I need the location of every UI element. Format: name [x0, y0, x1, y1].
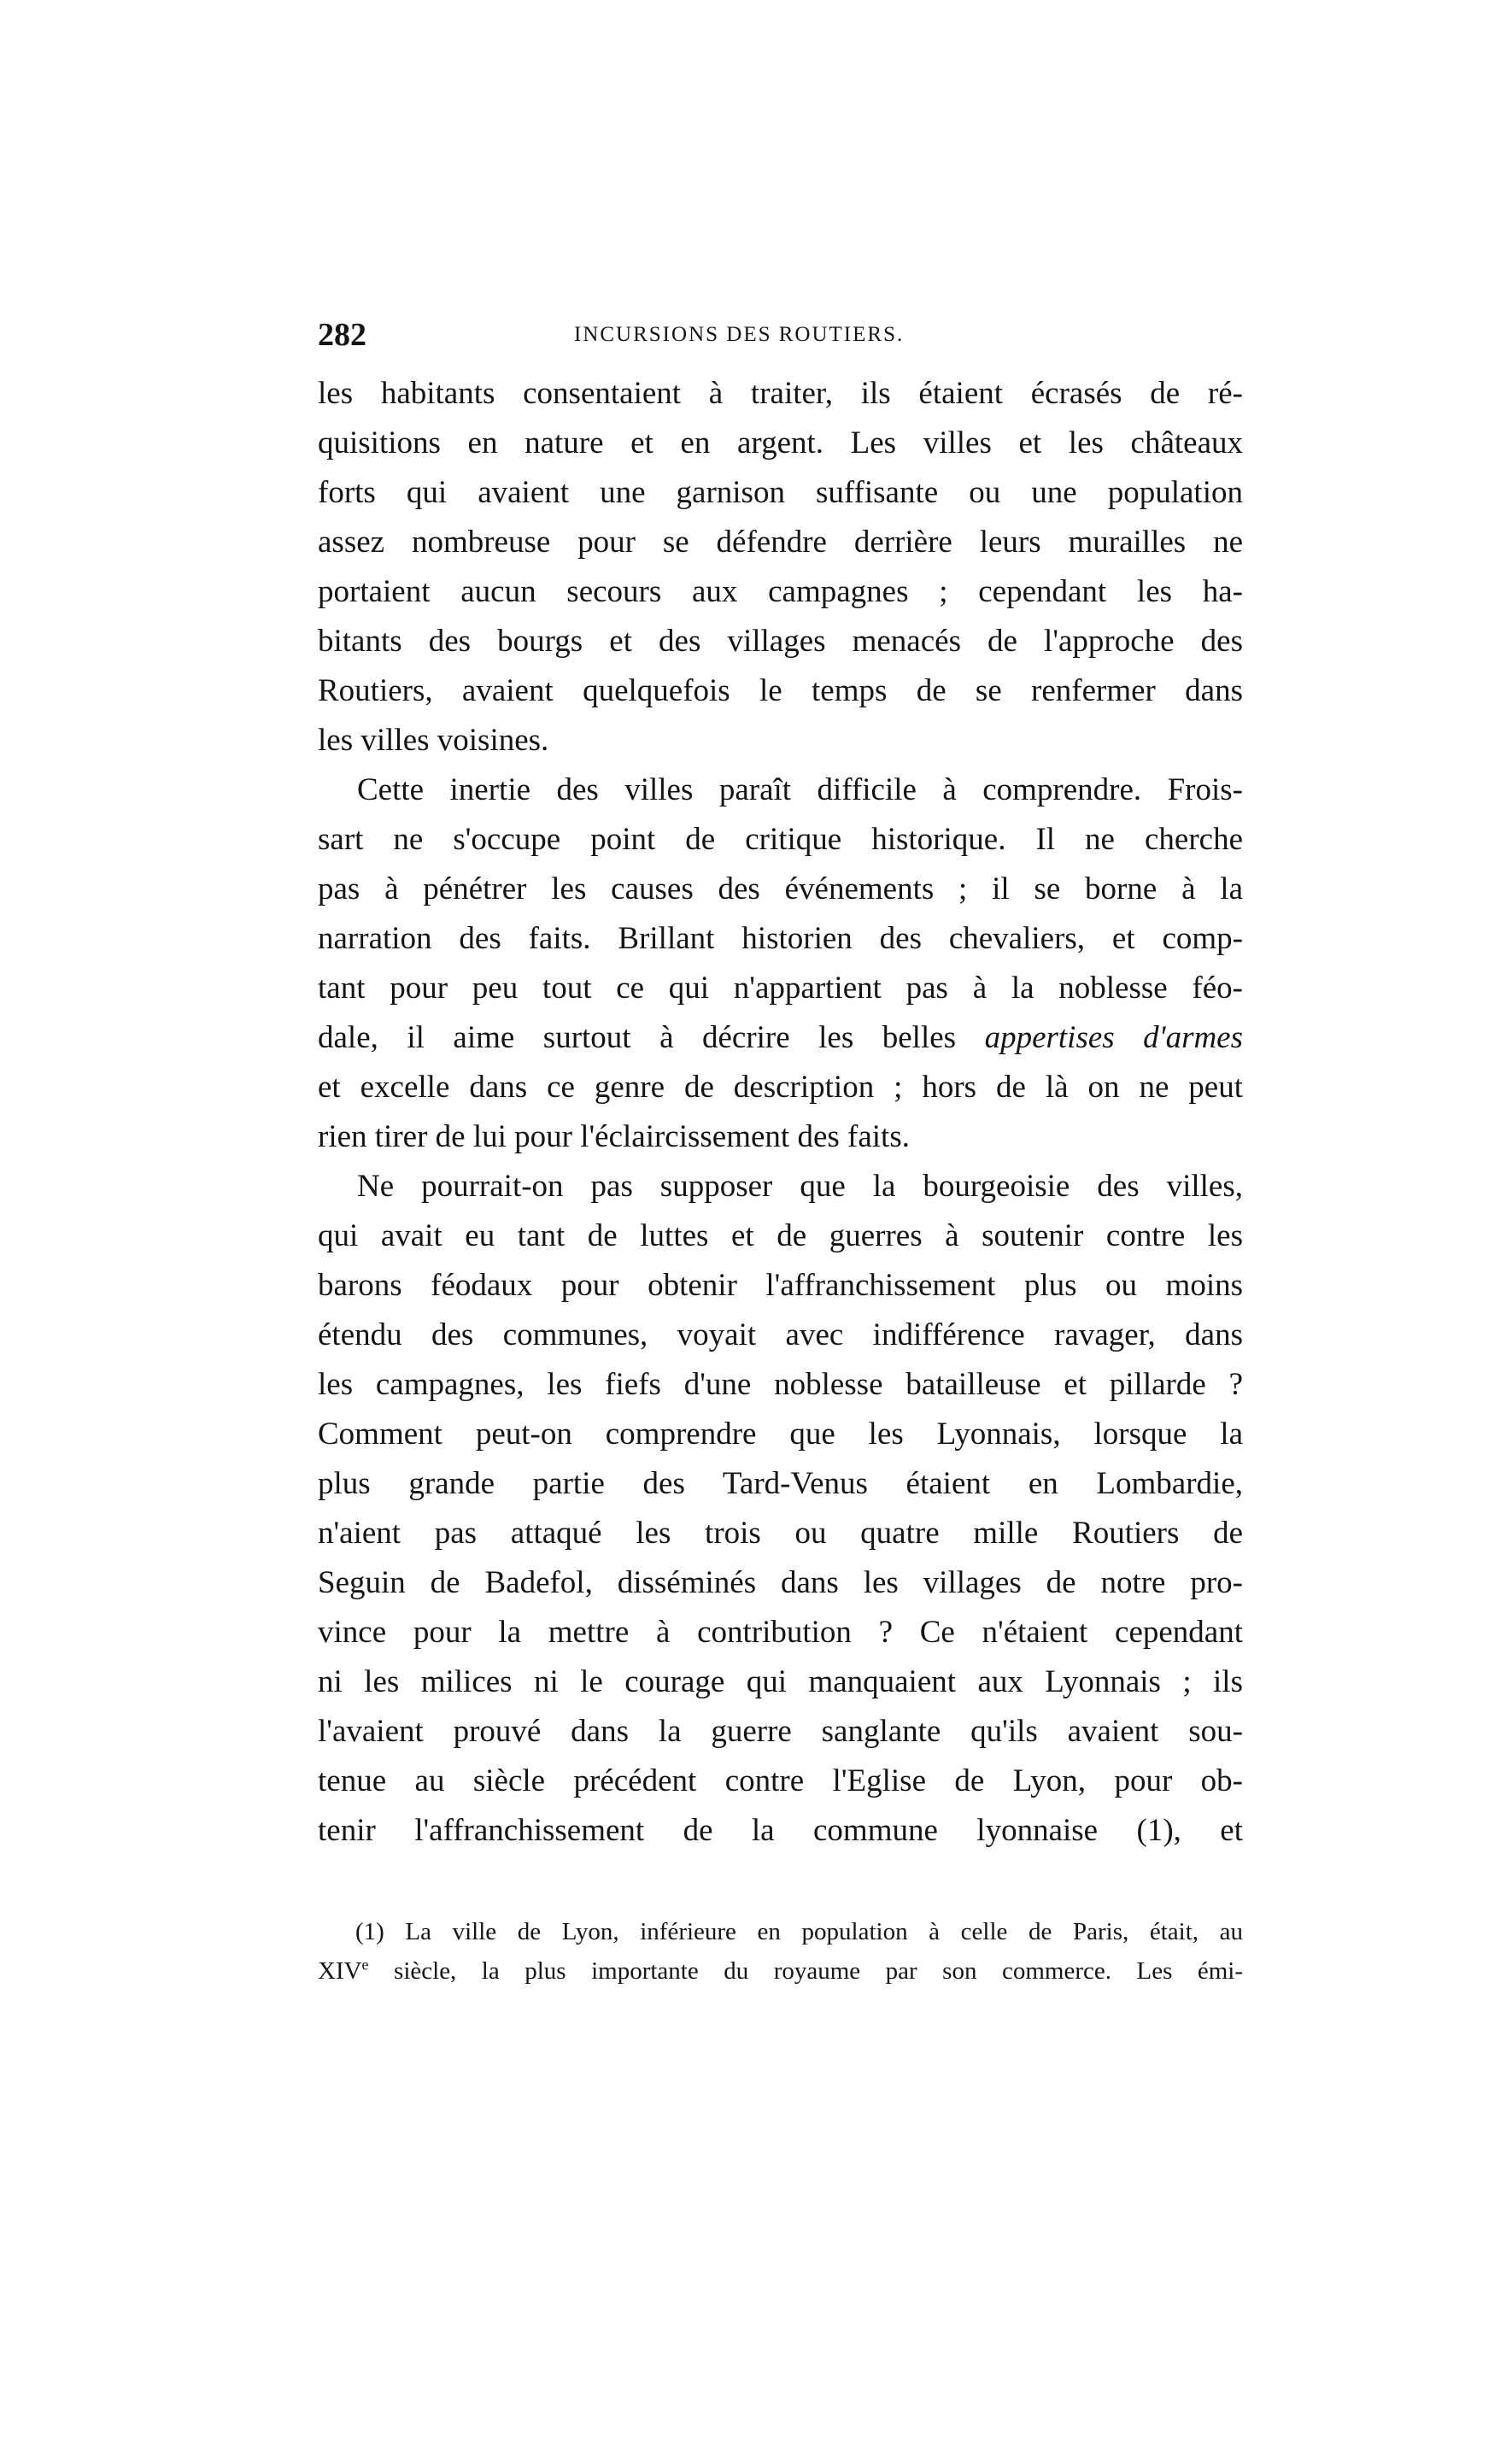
superscript: e [361, 1956, 369, 1974]
text-line: assez nombreuse pour se défendre derrière leurs murailles ne [318, 525, 1243, 560]
text-line [318, 1013, 1243, 1063]
text-line: tant pour peu tout ce qui n'appartient pas à la noblesse féo- [318, 971, 1243, 1006]
text-line: les villes voisines. [318, 723, 549, 758]
text-line: portaient aucun secours aux campagnes ; cependant les ha- [318, 574, 1243, 609]
text-line: Cette inertie des villes paraît difficile à comprendre. Frois- [357, 772, 1243, 807]
text-line: vince pour la mettre à contribution ? Ce n'étaient cependant [318, 1615, 1243, 1650]
century-numeral: XIV [318, 1957, 362, 1985]
text-line: tenue au siècle précédent contre l'Eglise de Lyon, pour ob- [318, 1763, 1243, 1798]
text-line: étendu des communes, voyait avec indifférence ravager, dans [318, 1317, 1243, 1352]
text-line: plus grande partie des Tard-Venus étaient en Lombardie, [318, 1466, 1243, 1501]
text-line: ni les milices ni le courage qui manquaient aux Lyonnais ; ils [318, 1664, 1243, 1699]
text-line: et excelle dans ce genre de description ; hors de là on ne peut [318, 1070, 1243, 1105]
footnote-line: (1) La ville de Lyon, inférieure en population à celle de Paris, était, au [355, 1918, 1243, 1945]
text-segment: dale, il aime surtout à décrire les belles [318, 1020, 957, 1055]
text-line: narration des faits. Brillant historien des chevaliers, et comp- [318, 921, 1243, 956]
text-line: barons féodaux pour obtenir l'affranchissement plus ou moins [318, 1268, 1243, 1303]
text-line: Comment peut-on comprendre que les Lyonnais, lorsque la [318, 1417, 1243, 1452]
text-line: bitants des bourgs et des villages menacés de l'approche des [318, 624, 1243, 659]
running-head: INCURSIONS DES ROUTIERS. [574, 323, 905, 346]
body-text [318, 369, 1243, 1856]
text-line: Ne pourrait-on pas supposer que la bourgeoisie des villes, [357, 1169, 1243, 1204]
page-header [318, 316, 1243, 359]
text-line: qui avait eu tant de luttes et de guerres à soutenir contre les [318, 1218, 1243, 1253]
text-line: pas à pénétrer les causes des événements ; il se borne à la [318, 871, 1243, 906]
page-number: 282 [318, 317, 366, 353]
text-line: Seguin de Badefol, disséminés dans les villages de notre pro- [318, 1565, 1243, 1600]
text-line: l'avaient prouvé dans la guerre sanglante qu'ils avaient sou- [318, 1714, 1243, 1749]
text-line: les campagnes, les fiefs d'une noblesse batailleuse et pillarde ? [318, 1367, 1243, 1402]
text-line: rien tirer de lui pour l'éclaircissement des faits. [318, 1119, 910, 1154]
text-line: forts qui avaient une garnison suffisante ou une population [318, 475, 1243, 510]
text-segment: siècle, la plus importante du royaume par son commerce. Les émi- [368, 1957, 1243, 1985]
italic-phrase: appertises d'armes [984, 1020, 1244, 1055]
text-line: les habitants consentaient à traiter, ils étaient écrasés de ré- [318, 376, 1243, 411]
text-line: sart ne s'occupe point de critique historique. Il ne cherche [318, 822, 1243, 857]
text-line: n'aient pas attaqué les trois ou quatre mille Routiers de [318, 1516, 1243, 1551]
text-line: quisitions en nature et en argent. Les villes et les châteaux [318, 425, 1243, 461]
text-line: Routiers, avaient quelquefois le temps de se renfermer dans [318, 673, 1243, 708]
footnote [318, 1912, 1243, 1991]
text-line: tenir l'affranchissement de la commune lyonnaise (1), et [318, 1813, 1243, 1848]
footnote-line [318, 1951, 1243, 1991]
